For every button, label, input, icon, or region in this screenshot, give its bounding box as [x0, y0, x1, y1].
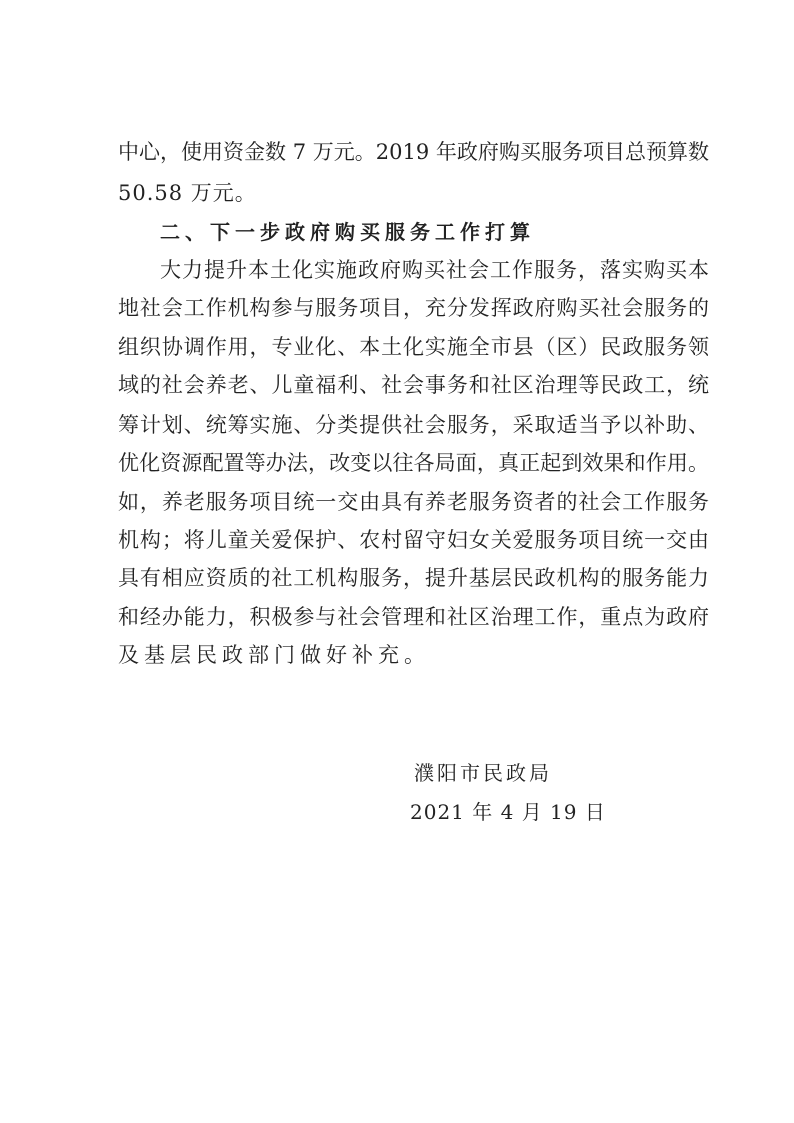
signature-organization: 濮阳市民政局 — [414, 761, 552, 785]
body-line: 机构；将儿童关爱保护、农村留守妇女关爱服务项目统一交由 — [118, 528, 709, 552]
body-line: 筹计划、统筹实施、分类提供社会服务，采取适当予以补助、 — [118, 413, 709, 437]
body-line: 及基层民政部门做好补充。 — [118, 643, 430, 667]
section-heading: 二、下一步政府购买服务工作打算 — [160, 220, 535, 244]
body-line: 50.58 万元。 — [118, 181, 257, 205]
body-line: 大力提升本土化实施政府购买社会工作服务，落实购买本 — [160, 258, 709, 282]
body-line: 具有相应资质的社工机构服务，提升基层民政机构的服务能力 — [118, 566, 709, 590]
body-line: 中心，使用资金数 7 万元。2019 年政府购买服务项目总预算数 — [118, 140, 709, 164]
body-line: 地社会工作机构参与服务项目，充分发挥政府购买社会服务的 — [118, 296, 709, 320]
body-line: 优化资源配置等办法，改变以往各局面，真正起到效果和作用。 — [118, 451, 709, 475]
body-line: 和经办能力，积极参与社会管理和社区治理工作，重点为政府 — [118, 605, 709, 629]
signature-date: 2021 年 4 月 19 日 — [410, 800, 606, 824]
body-line: 组织协调作用，专业化、本土化实施全市县（区）民政服务领 — [118, 335, 709, 359]
body-line: 域的社会养老、儿童福利、社会事务和社区治理等民政工，统 — [118, 373, 709, 397]
body-line: 如，养老服务项目统一交由具有养老服务资者的社会工作服务 — [118, 490, 709, 514]
